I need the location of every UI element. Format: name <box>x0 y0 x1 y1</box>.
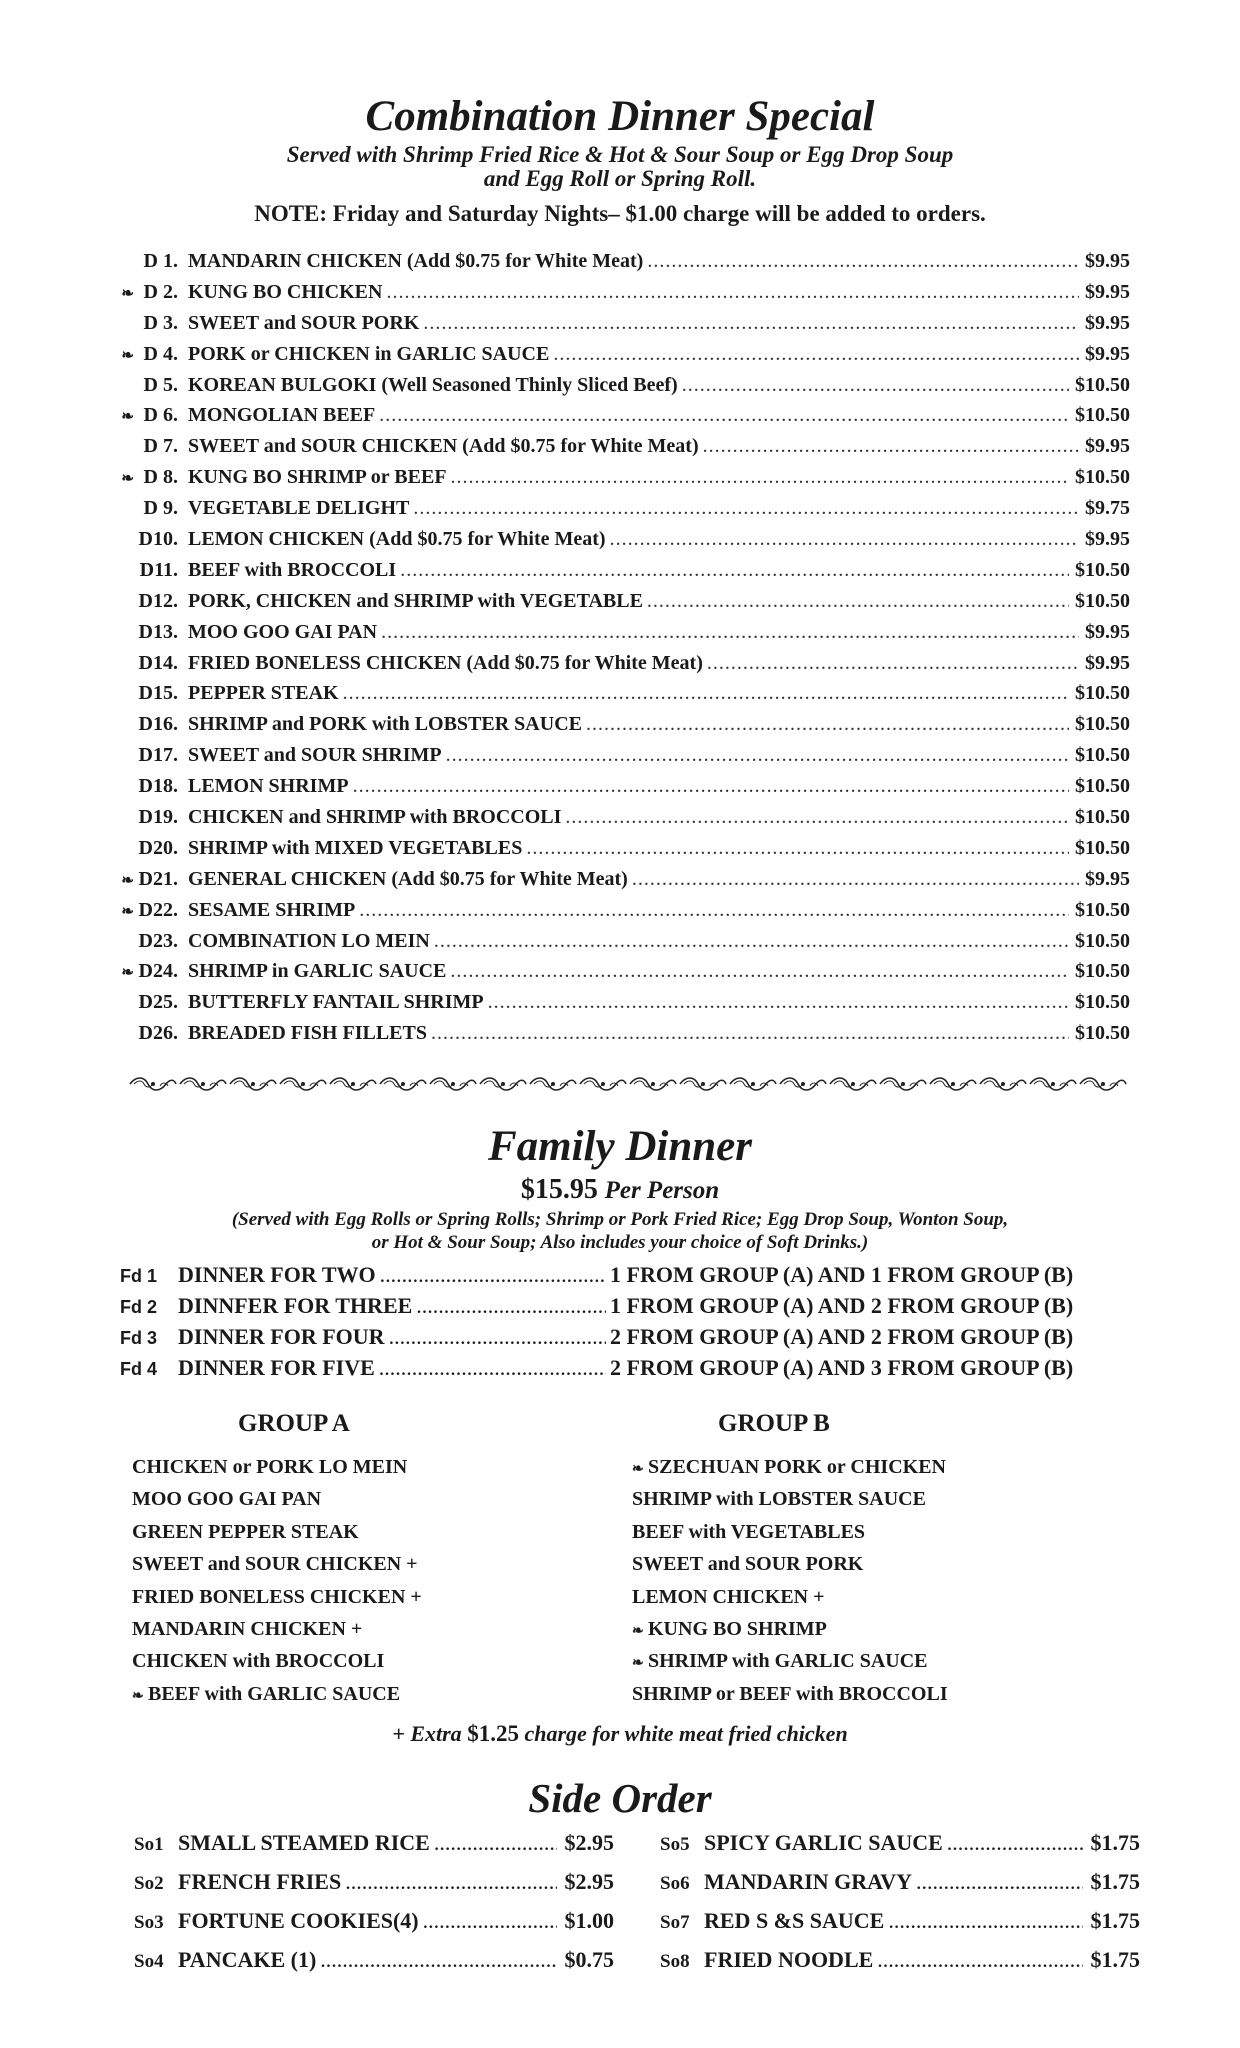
item-code: D24. <box>138 960 178 983</box>
item-name: SHRIMP with MIXED VEGETABLES <box>188 836 523 859</box>
side-order-code: So6 <box>660 1873 690 1894</box>
side-order-price: $1.75 <box>1090 1947 1140 1972</box>
side-order-code: So5 <box>660 1834 690 1855</box>
side-order-row <box>134 1908 614 1947</box>
side-order-price: $1.00 <box>564 1908 614 1933</box>
menu-item-row <box>120 466 1130 497</box>
dot-leader <box>413 497 1079 520</box>
hot-pepper-icon: ❧ <box>632 1623 644 1639</box>
dot-leader <box>434 1830 557 1856</box>
hot-pepper-icon: ❧ <box>121 965 134 982</box>
item-name: MOO GOO GAI PAN <box>188 620 378 643</box>
group-item <box>132 1650 422 1682</box>
menu-item-row <box>120 960 1130 991</box>
item-name: CHICKEN and SHRIMP with BROCCOLI <box>188 806 562 829</box>
dot-leader <box>431 1022 1069 1045</box>
group-a-list <box>132 1456 422 1715</box>
group-item-name: CHICKEN or PORK LO MEIN <box>132 1456 408 1478</box>
dot-leader <box>400 559 1069 582</box>
dot-leader <box>343 682 1069 705</box>
family-dinner-rule: 1 FROM GROUP (A) AND 2 FROM GROUP (B) <box>610 1293 1074 1318</box>
combination-title: Combination Dinner Special <box>365 93 875 140</box>
item-name: PORK or CHICKEN in GARLIC SAUCE <box>188 342 550 365</box>
item-price: $9.75 <box>1085 497 1130 520</box>
menu-item-row <box>120 899 1130 930</box>
item-name: BUTTERFLY FANTAIL SHRIMP <box>188 991 484 1014</box>
dot-leader <box>381 621 1079 644</box>
family-note-2: or Hot & Sour Soup; Also includes your choice of Soft Drinks.) <box>371 1232 869 1253</box>
group-item-name: MANDARIN CHICKEN + <box>132 1617 363 1640</box>
family-dinner-list <box>120 1262 1130 1386</box>
family-dinner-name: DINNFER FOR THREE <box>178 1293 413 1318</box>
side-order-name: PANCAKE (1) <box>178 1947 317 1972</box>
menu-item-row <box>120 374 1130 405</box>
hot-pepper-icon: ❧ <box>132 1688 144 1704</box>
group-item <box>132 1521 422 1553</box>
side-order-code: So8 <box>660 1951 690 1972</box>
item-code: D14. <box>138 651 178 674</box>
item-price: $10.50 <box>1075 558 1130 581</box>
item-name: KUNG BO CHICKEN <box>188 280 383 303</box>
menu-item-row <box>120 806 1130 837</box>
menu-item-row <box>120 281 1130 312</box>
family-dinner-title: Family Dinner <box>487 1123 752 1170</box>
side-order-right-column <box>660 1830 1140 1986</box>
dot-leader <box>446 744 1069 767</box>
group-item <box>132 1586 422 1618</box>
item-name: SHRIMP in GARLIC SAUCE <box>188 960 447 983</box>
menu-item-row <box>120 682 1130 713</box>
family-dinner-code: Fd 2 <box>120 1297 158 1317</box>
group-item-name: SZECHUAN PORK or CHICKEN <box>648 1456 946 1478</box>
side-order-price: $1.75 <box>1090 1908 1140 1933</box>
item-code: D 3. <box>143 311 178 334</box>
item-price: $10.50 <box>1075 929 1130 952</box>
menu-item-row <box>120 713 1130 744</box>
dot-leader <box>632 868 1079 891</box>
group-item <box>632 1618 948 1650</box>
item-name: PORK, CHICKEN and SHRIMP with VEGETABLE <box>188 589 643 612</box>
menu-item-row <box>120 744 1130 775</box>
hot-pepper-icon: ❧ <box>121 347 134 364</box>
side-order-left-column <box>134 1830 614 1986</box>
dot-leader <box>707 652 1079 675</box>
group-b-heading: GROUP B <box>718 1410 830 1437</box>
item-code: D 8. <box>143 466 178 489</box>
group-item-name: KUNG BO SHRIMP <box>648 1617 827 1640</box>
menu-item-row <box>120 652 1130 683</box>
menu-item-row <box>120 528 1130 559</box>
item-name: SHRIMP and PORK with LOBSTER SAUCE <box>188 713 582 736</box>
family-dinner-code: Fd 4 <box>120 1359 158 1379</box>
item-name: KOREAN BULGOKI (Well Seasoned Thinly Sliced Beef) <box>188 373 678 396</box>
hot-pepper-icon: ❧ <box>632 1462 644 1477</box>
side-order-code: So3 <box>134 1912 164 1933</box>
dot-leader <box>380 1262 606 1288</box>
dot-leader <box>682 374 1069 397</box>
group-item <box>632 1553 948 1585</box>
side-order-code: So7 <box>660 1912 690 1933</box>
group-item-name: LEMON CHICKEN + <box>632 1585 825 1608</box>
group-item <box>632 1488 948 1520</box>
group-item-name: FRIED BONELESS CHICKEN + <box>132 1585 422 1608</box>
item-name: MONGOLIAN BEEF <box>188 404 376 427</box>
menu-item-row <box>120 991 1130 1022</box>
item-name: SWEET and SOUR CHICKEN (Add $0.75 for White Meat) <box>188 435 699 458</box>
group-item-name: CHICKEN with BROCCOLI <box>132 1650 385 1673</box>
dot-leader <box>416 1293 606 1319</box>
item-price: $10.50 <box>1075 589 1130 612</box>
item-price: $9.95 <box>1085 311 1130 334</box>
item-code: D18. <box>138 775 178 798</box>
item-price: $9.95 <box>1085 250 1130 272</box>
group-item <box>632 1521 948 1553</box>
dot-leader <box>345 1869 556 1895</box>
dot-leader <box>320 1947 556 1973</box>
extra-amount: $1.25 <box>467 1721 519 1746</box>
item-code: D 9. <box>143 497 178 520</box>
side-order-name: RED S &S SAUCE <box>704 1908 885 1933</box>
combination-dinner-list <box>120 250 1130 1053</box>
dot-leader <box>526 837 1069 860</box>
item-price: $10.50 <box>1075 960 1130 983</box>
item-code: D21. <box>138 867 178 890</box>
side-order-title: Side Order <box>528 1775 712 1821</box>
extra-prefix: + Extra <box>392 1721 462 1746</box>
dot-leader <box>386 281 1079 304</box>
dot-leader <box>434 930 1069 953</box>
item-name: PEPPER STEAK <box>188 682 339 705</box>
item-code: D11. <box>139 558 178 581</box>
combination-subtitle-2: and Egg Roll or Spring Roll. <box>483 166 757 191</box>
side-order-row <box>660 1947 1140 1986</box>
dot-leader <box>703 435 1079 458</box>
dot-leader <box>647 250 1079 273</box>
menu-item-row <box>120 930 1130 961</box>
item-name: SWEET and SOUR PORK <box>188 311 420 334</box>
dot-leader <box>565 806 1069 829</box>
family-price-line <box>0 1174 1240 1206</box>
dot-leader <box>379 404 1069 427</box>
side-order-row <box>660 1830 1140 1869</box>
menu-item-row <box>120 559 1130 590</box>
dot-leader <box>586 713 1069 736</box>
menu-item-row <box>120 590 1130 621</box>
item-price: $9.95 <box>1085 620 1130 643</box>
family-dinner-name: DINNER FOR FIVE <box>178 1355 375 1380</box>
menu-item-row <box>120 404 1130 435</box>
hot-pepper-icon: ❧ <box>121 903 134 920</box>
item-name: BREADED FISH FILLETS <box>188 1022 427 1045</box>
dot-leader <box>947 1830 1083 1856</box>
item-price: $10.50 <box>1075 1022 1130 1045</box>
side-order-name: SPICY GARLIC SAUCE <box>704 1830 943 1855</box>
item-price: $10.50 <box>1075 404 1130 427</box>
item-price: $9.95 <box>1085 651 1130 674</box>
item-name: VEGETABLE DELIGHT <box>188 497 410 520</box>
item-code: D13. <box>138 620 178 643</box>
item-code: D25. <box>138 991 178 1014</box>
group-item-name: SHRIMP with GARLIC SAUCE <box>648 1650 928 1673</box>
item-price: $10.50 <box>1075 373 1130 396</box>
family-dinner-code: Fd 3 <box>120 1328 158 1348</box>
menu-item-row <box>120 250 1130 281</box>
item-price: $9.95 <box>1085 280 1130 303</box>
item-price: $9.95 <box>1085 342 1130 365</box>
side-order-code: So1 <box>134 1834 164 1855</box>
dot-leader <box>488 991 1069 1014</box>
group-item-name: SWEET and SOUR PORK <box>632 1553 864 1576</box>
item-code: D20. <box>138 836 178 859</box>
item-price: $9.95 <box>1085 867 1130 890</box>
item-code: D 2. <box>143 280 178 303</box>
item-code: D15. <box>138 682 178 705</box>
item-price: $10.50 <box>1075 775 1130 798</box>
group-item-name: SHRIMP or BEEF with BROCCOLI <box>632 1682 948 1705</box>
dot-leader <box>389 1324 606 1350</box>
group-item-name: GREEN PEPPER STEAK <box>132 1520 359 1543</box>
item-code: D16. <box>138 713 178 736</box>
item-name: KUNG BO SHRIMP or BEEF <box>188 466 447 489</box>
dot-leader <box>423 1908 557 1934</box>
item-code: D22. <box>138 898 178 921</box>
item-code: D 4. <box>143 342 178 365</box>
family-dinner-row <box>120 1293 1130 1324</box>
dot-leader <box>647 590 1069 613</box>
side-order-code: So4 <box>134 1951 164 1972</box>
side-order-code: So2 <box>134 1873 164 1894</box>
item-price: $9.95 <box>1085 435 1130 458</box>
dot-leader <box>553 343 1079 366</box>
menu-item-row <box>120 435 1130 466</box>
group-item <box>132 1553 422 1585</box>
menu-item-row <box>120 837 1130 868</box>
group-item <box>632 1586 948 1618</box>
hot-pepper-icon: ❧ <box>121 409 134 426</box>
family-dinner-row <box>120 1355 1130 1386</box>
group-item <box>132 1488 422 1520</box>
side-order-price: $2.95 <box>564 1869 614 1894</box>
side-order-row <box>134 1869 614 1908</box>
item-price: $10.50 <box>1075 898 1130 921</box>
side-order-name: FRIED NOODLE <box>704 1947 874 1972</box>
side-order-price: $1.75 <box>1090 1830 1140 1855</box>
item-price: $10.50 <box>1075 713 1130 736</box>
group-item <box>132 1618 422 1650</box>
menu-item-row <box>120 1022 1130 1053</box>
side-order-price: $1.75 <box>1090 1869 1140 1894</box>
item-price: $10.50 <box>1075 806 1130 829</box>
family-note-1: (Served with Egg Rolls or Spring Rolls; Shrimp or Pork Fried Rice; Egg Drop Soup, Wonton Soup, <box>231 1209 1009 1230</box>
side-order-name: FRENCH FRIES <box>178 1869 342 1894</box>
menu-item-row <box>120 621 1130 652</box>
group-item-name: BEEF with VEGETABLES <box>632 1520 866 1543</box>
group-item-name: SHRIMP with LOBSTER SAUCE <box>632 1488 926 1511</box>
item-price: $10.50 <box>1075 836 1130 859</box>
family-dinner-row <box>120 1262 1130 1293</box>
group-item-name: MOO GOO GAI PAN <box>132 1488 322 1511</box>
family-dinner-row <box>120 1324 1130 1355</box>
dot-leader <box>888 1908 1082 1934</box>
item-name: SWEET and SOUR SHRIMP <box>188 744 442 767</box>
side-order-name: FORTUNE COOKIES(4) <box>178 1908 419 1933</box>
group-item <box>632 1650 948 1682</box>
dot-leader <box>359 899 1069 922</box>
item-code: D10. <box>138 528 178 551</box>
menu-item-row <box>120 775 1130 806</box>
combination-subtitle-1: Served with Shrimp Fried Rice & Hot & Sour Soup or Egg Drop Soup <box>286 142 954 167</box>
menu-item-row <box>120 312 1130 343</box>
dot-leader <box>877 1947 1082 1973</box>
side-order-row <box>660 1869 1140 1908</box>
per-person-label: Per Person <box>604 1177 720 1204</box>
hot-pepper-icon: ❧ <box>121 872 134 889</box>
extra-suffix: charge for white meat fried chicken <box>524 1721 848 1746</box>
item-price: $10.50 <box>1075 466 1130 489</box>
hot-pepper-icon: ❧ <box>121 471 134 488</box>
side-order-price: $0.75 <box>564 1947 614 1972</box>
dot-leader <box>353 775 1069 798</box>
item-name: SESAME SHRIMP <box>188 898 356 921</box>
family-dinner-rule: 1 FROM GROUP (A) AND 1 FROM GROUP (B) <box>610 1262 1074 1287</box>
side-order-price: $2.95 <box>564 1830 614 1855</box>
dot-leader <box>423 312 1079 335</box>
hot-pepper-icon: ❧ <box>632 1656 644 1672</box>
side-order-row <box>134 1947 614 1986</box>
group-item <box>132 1683 422 1715</box>
ornamental-divider <box>128 1074 1128 1094</box>
item-name: BEEF with BROCCOLI <box>188 558 397 581</box>
side-order-row <box>660 1908 1140 1947</box>
group-item <box>132 1456 422 1488</box>
item-code: D 7. <box>143 435 178 458</box>
dot-leader <box>610 528 1079 551</box>
item-code: D19. <box>138 806 178 829</box>
menu-item-row <box>120 868 1130 899</box>
side-order-name: SMALL STEAMED RICE <box>178 1830 430 1855</box>
group-item-name: SWEET and SOUR CHICKEN + <box>132 1553 418 1576</box>
hot-pepper-icon: ❧ <box>121 285 134 302</box>
group-item <box>632 1456 948 1488</box>
menu-item-row <box>120 497 1130 528</box>
side-order-row <box>134 1830 614 1869</box>
item-code: D12. <box>138 589 178 612</box>
item-price: $10.50 <box>1075 682 1130 705</box>
dot-leader <box>916 1869 1083 1895</box>
family-dinner-name: DINNER FOR FOUR <box>178 1324 385 1349</box>
item-name: COMBINATION LO MEIN <box>188 929 430 952</box>
item-name: LEMON SHRIMP <box>188 775 349 798</box>
item-name: LEMON CHICKEN (Add $0.75 for White Meat) <box>188 528 606 551</box>
item-code: D 6. <box>143 404 178 427</box>
family-dinner-name: DINNER FOR TWO <box>178 1262 376 1287</box>
item-price: $9.95 <box>1085 528 1130 551</box>
item-code: D26. <box>138 1022 178 1045</box>
group-b-list <box>632 1456 948 1715</box>
item-code: D 5. <box>143 373 178 396</box>
item-price: $10.50 <box>1075 744 1130 767</box>
dot-leader <box>379 1355 606 1381</box>
family-dinner-code: Fd 1 <box>120 1266 158 1286</box>
item-code: D 1. <box>143 250 178 272</box>
item-name: MANDARIN CHICKEN (Add $0.75 for White Meat) <box>188 250 644 272</box>
dot-leader <box>451 466 1069 489</box>
item-name: GENERAL CHICKEN (Add $0.75 for White Meat) <box>188 867 628 890</box>
white-meat-extra-note <box>0 1721 1240 1747</box>
item-code: D23. <box>138 929 178 952</box>
family-price: $15.95 <box>520 1174 598 1205</box>
item-price: $10.50 <box>1075 991 1130 1014</box>
group-item <box>632 1683 948 1715</box>
menu-item-row <box>120 343 1130 374</box>
item-name: FRIED BONELESS CHICKEN (Add $0.75 for White Meat) <box>188 651 703 674</box>
family-dinner-rule: 2 FROM GROUP (A) AND 3 FROM GROUP (B) <box>610 1355 1074 1380</box>
dot-leader <box>450 960 1069 983</box>
side-order-name: MANDARIN GRAVY <box>704 1869 912 1894</box>
friday-saturday-note: NOTE: Friday and Saturday Nights– $1.00 charge will be added to orders. <box>254 201 986 226</box>
item-code: D17. <box>138 744 178 767</box>
group-a-heading: GROUP A <box>238 1410 350 1437</box>
group-item-name: BEEF with GARLIC SAUCE <box>148 1682 401 1705</box>
family-dinner-rule: 2 FROM GROUP (A) AND 2 FROM GROUP (B) <box>610 1324 1074 1349</box>
